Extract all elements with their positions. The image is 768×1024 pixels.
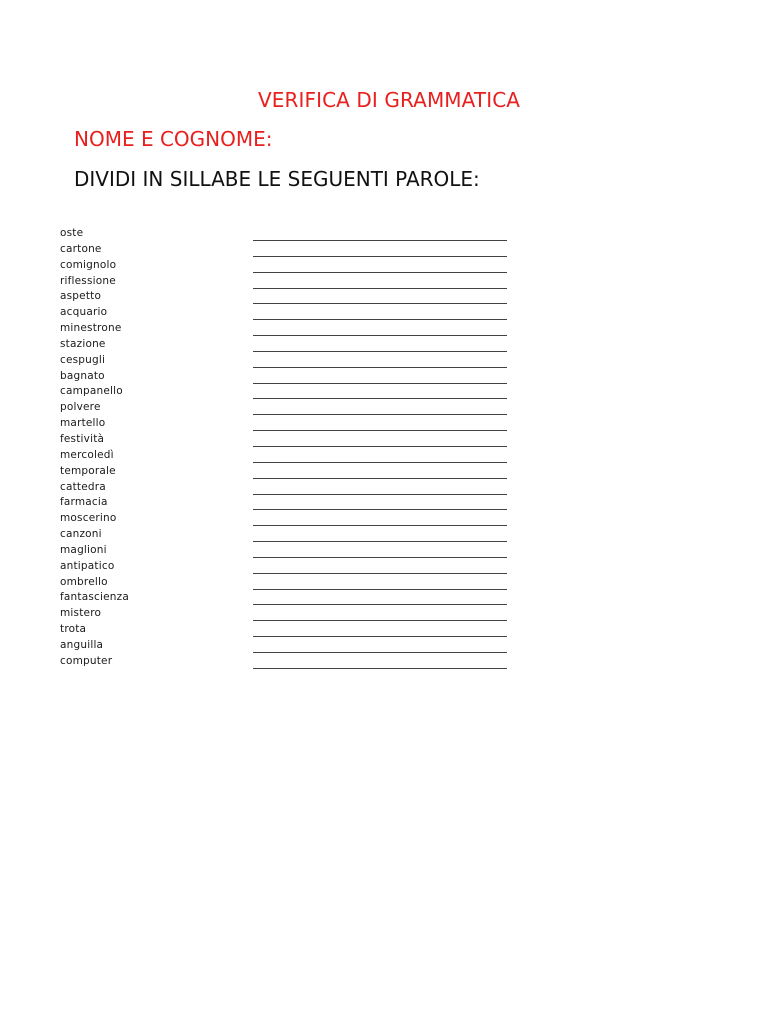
word-label: comignolo bbox=[60, 258, 117, 271]
answer-line bbox=[253, 272, 507, 273]
word-row bbox=[60, 480, 520, 496]
word-label: mistero bbox=[60, 607, 102, 620]
word-row bbox=[60, 606, 520, 622]
word-label: cartone bbox=[60, 242, 102, 255]
word-label: mercoledì bbox=[60, 448, 114, 461]
word-row bbox=[60, 305, 520, 321]
word-row bbox=[60, 654, 520, 670]
word-label: aspetto bbox=[60, 290, 102, 303]
answer-line bbox=[253, 383, 507, 384]
word-row bbox=[60, 464, 520, 480]
word-label: canzoni bbox=[60, 528, 102, 541]
word-label: farmacia bbox=[60, 496, 108, 509]
word-row bbox=[60, 369, 520, 385]
answer-line bbox=[253, 240, 507, 241]
word-label: riflessione bbox=[60, 274, 116, 287]
answer-line bbox=[253, 288, 507, 289]
worksheet-title: VERIFICA DI GRAMMATICA bbox=[258, 88, 521, 112]
answer-line bbox=[253, 462, 507, 463]
word-label: oste bbox=[60, 227, 84, 239]
word-label: cespugli bbox=[60, 353, 106, 366]
word-label: antipatico bbox=[60, 559, 115, 572]
answer-line bbox=[253, 430, 507, 431]
answer-line bbox=[253, 620, 507, 621]
answer-line bbox=[253, 494, 507, 495]
word-row bbox=[60, 337, 520, 353]
word-row bbox=[60, 353, 520, 369]
answer-line bbox=[253, 319, 507, 320]
word-row bbox=[60, 258, 520, 274]
answer-line bbox=[253, 525, 507, 526]
word-row bbox=[60, 575, 520, 591]
word-label: cattedra bbox=[60, 480, 106, 493]
answer-line bbox=[253, 256, 507, 257]
answer-line bbox=[253, 367, 507, 368]
word-label: temporale bbox=[60, 464, 116, 477]
answer-line bbox=[253, 335, 507, 336]
word-label: acquario bbox=[60, 306, 108, 319]
word-label: polvere bbox=[60, 401, 101, 414]
answer-line bbox=[253, 398, 507, 399]
word-label: minestrone bbox=[60, 322, 122, 335]
word-label: maglioni bbox=[60, 543, 107, 556]
answer-line bbox=[253, 509, 507, 510]
answer-line bbox=[253, 414, 507, 415]
word-row bbox=[60, 400, 520, 416]
word-row bbox=[60, 448, 520, 464]
word-list bbox=[60, 226, 520, 670]
answer-line bbox=[253, 652, 507, 653]
word-label: stazione bbox=[60, 337, 106, 350]
word-row bbox=[60, 242, 520, 258]
word-row bbox=[60, 511, 520, 527]
word-label: trota bbox=[60, 623, 87, 636]
answer-line bbox=[253, 668, 507, 669]
instruction-text: DIVIDI IN SILLABE LE SEGUENTI PAROLE: bbox=[74, 167, 480, 191]
answer-line bbox=[253, 351, 507, 352]
word-label: ombrello bbox=[60, 575, 108, 588]
answer-line bbox=[253, 636, 507, 637]
word-row bbox=[60, 495, 520, 511]
word-row bbox=[60, 432, 520, 448]
name-surname-label: NOME E COGNOME: bbox=[74, 127, 273, 151]
word-label: festività bbox=[60, 432, 105, 445]
word-label: computer bbox=[60, 654, 113, 667]
word-row bbox=[60, 638, 520, 654]
word-row bbox=[60, 226, 520, 242]
answer-line bbox=[253, 446, 507, 447]
word-label: martello bbox=[60, 417, 106, 430]
answer-line bbox=[253, 589, 507, 590]
answer-line bbox=[253, 541, 507, 542]
answer-line bbox=[253, 303, 507, 304]
word-row bbox=[60, 559, 520, 575]
word-row bbox=[60, 289, 520, 305]
word-row bbox=[60, 527, 520, 543]
word-row bbox=[60, 274, 520, 290]
word-row bbox=[60, 622, 520, 638]
word-row bbox=[60, 416, 520, 432]
word-label: fantascienza bbox=[60, 591, 129, 604]
answer-line bbox=[253, 573, 507, 574]
word-row bbox=[60, 384, 520, 400]
word-row bbox=[60, 543, 520, 559]
word-label: anguilla bbox=[60, 638, 104, 651]
answer-line bbox=[253, 557, 507, 558]
word-row bbox=[60, 321, 520, 337]
answer-line bbox=[253, 604, 507, 605]
word-row bbox=[60, 590, 520, 606]
word-label: bagnato bbox=[60, 369, 105, 382]
answer-line bbox=[253, 478, 507, 479]
word-label: moscerino bbox=[60, 512, 117, 525]
word-label: campanello bbox=[60, 385, 123, 398]
